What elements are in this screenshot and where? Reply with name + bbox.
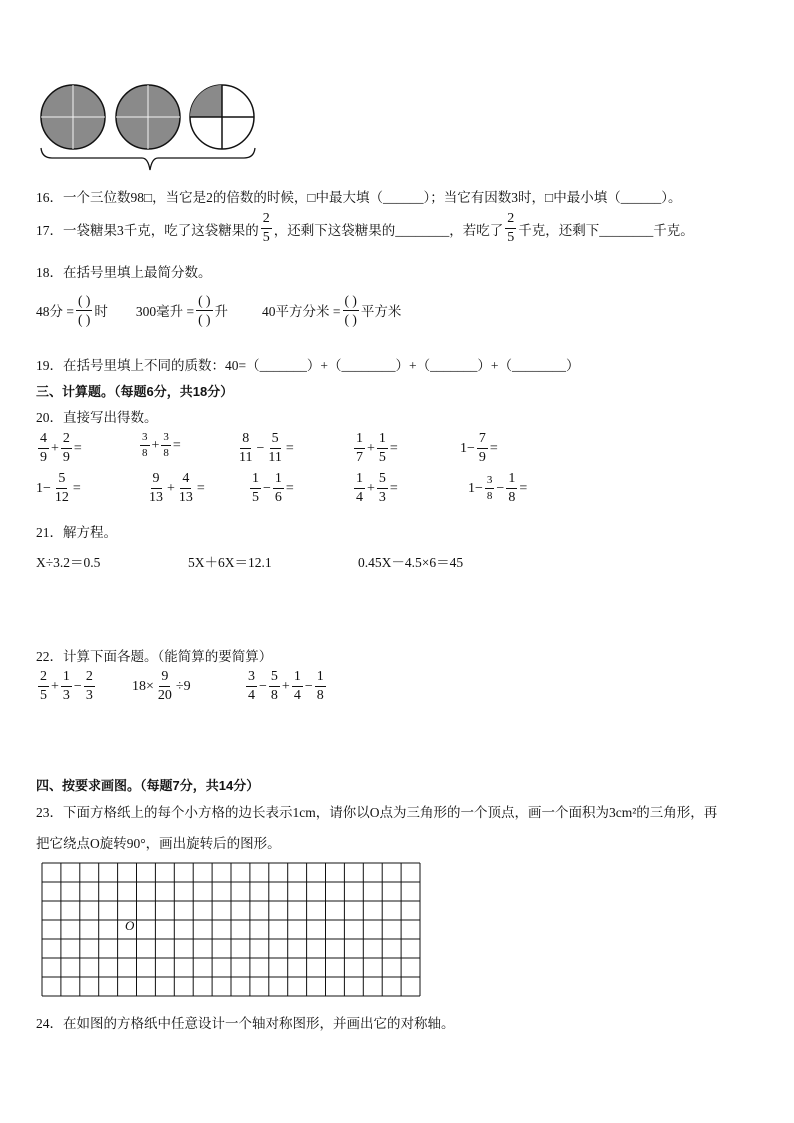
- question-16: 16．一个三位数98□，当它是2的倍数的时候，□中最大填（______）；当它有因数3时，□中最小填（______）。: [36, 190, 682, 205]
- calc-expression: $\frac{3}{8}$ + $\frac{3}{8}$ =: [142, 431, 181, 459]
- calc-expression: 1 − $\frac{7}{9}$ =: [460, 431, 498, 465]
- q17-text-a: 17．一袋糖果3千克，吃了这袋糖果的: [36, 222, 259, 238]
- grid-paper[interactable]: [41, 862, 421, 998]
- section-3-heading: 三、计算题。（每题6分，共18分）: [36, 384, 234, 399]
- question-19: 19．在括号里填上不同的质数：40=（_______）+（________）+（_______）+（________）: [36, 358, 580, 373]
- q17-text-b: ，还剩下这袋糖果的________，若吃了: [273, 222, 504, 238]
- quarter-circle-3: [190, 85, 254, 149]
- q18-item3-label: 40平方分米 =: [262, 304, 341, 319]
- calc-expression: $\frac{1}{4}$ + $\frac{5}{3}$ =: [356, 471, 398, 505]
- calc-22b: 18 × $\frac{9}{20}$ ÷ 9: [132, 669, 191, 703]
- section-4-heading: 四、按要求画图。（每题7分，共14分）: [36, 778, 260, 793]
- full-circle-1: [41, 85, 105, 149]
- q18-item2-label: 300毫升 =: [135, 304, 195, 319]
- calc-expression: $\frac{8}{11}$ − $\frac{5}{11}$ =: [239, 431, 294, 465]
- question-24: 24．在如图的方格纸中任意设计一个轴对称图形，并画出它的对称轴。: [36, 1016, 455, 1031]
- calc-expression: 1 − $\frac{3}{8}$ − $\frac{1}{8}$ =: [468, 471, 528, 505]
- question-18-title: 18．在括号里填上最简分数。: [36, 265, 212, 280]
- blank-fraction: $\frac{( )}{( )}$: [198, 293, 211, 327]
- blank-fraction: $\frac{( )}{( )}$: [78, 293, 91, 327]
- equation-1: X÷3.2＝0.5: [36, 555, 101, 570]
- brace: [41, 148, 255, 170]
- point-o-label: O: [125, 918, 135, 933]
- fraction-2-5-b: $\frac{2}{5}$: [507, 211, 515, 245]
- question-22-title: 22．计算下面各题。（能简算的要简算）: [36, 649, 273, 664]
- q18-item3-unit: 平方米: [360, 304, 402, 319]
- question-17: [36, 212, 694, 245]
- calc-22a: $\frac{2}{5}$ + $\frac{1}{3}$ − $\frac{2}{3}$: [40, 669, 93, 703]
- calc-expression: 1 − $\frac{5}{12}$ =: [36, 471, 81, 505]
- question-21-title: 21．解方程。: [36, 525, 117, 540]
- q18-item1-unit: 时: [94, 304, 108, 319]
- calc-expression: $\frac{9}{13}$ + $\frac{4}{13}$ =: [149, 471, 205, 505]
- question-23-line1: 23．下面方格纸上的每个小方格的边长表示1cm，请你以O点为三角形的一个顶点，画一个面积为3cm²的三角形，再: [36, 805, 718, 820]
- blank-fraction: $\frac{( )}{( )}$: [344, 293, 357, 327]
- full-circle-2: [116, 85, 180, 149]
- question-20-title: 20．直接写出得数。: [36, 410, 158, 425]
- q18-item2-unit: 升: [214, 304, 228, 319]
- calc-22c: $\frac{3}{4}$ − $\frac{5}{8}$ + $\frac{1}{4}$ − $\frac{1}{8}$: [248, 669, 324, 703]
- equation-2: 5X＋6X＝12.1: [188, 555, 272, 570]
- fraction-circles-figure: [36, 80, 260, 180]
- q18-item1-label: 48分 =: [36, 304, 74, 319]
- q17-text-c: 千克，还剩下________千克。: [518, 222, 694, 238]
- fraction-2-5: $\frac{2}{5}$: [262, 211, 270, 245]
- calc-expression: $\frac{1}{5}$ − $\frac{1}{6}$ =: [252, 471, 294, 505]
- question-18-items: [36, 294, 401, 326]
- question-23-line2: 把它绕点O旋转90°，画出旋转后的图形。: [36, 836, 281, 851]
- calc-expression: $\frac{4}{9}$ + $\frac{2}{9}$ =: [40, 431, 82, 465]
- calc-expression: $\frac{1}{7}$ + $\frac{1}{5}$ =: [356, 431, 398, 465]
- equation-3: 0.45X－4.5×6＝45: [358, 555, 464, 570]
